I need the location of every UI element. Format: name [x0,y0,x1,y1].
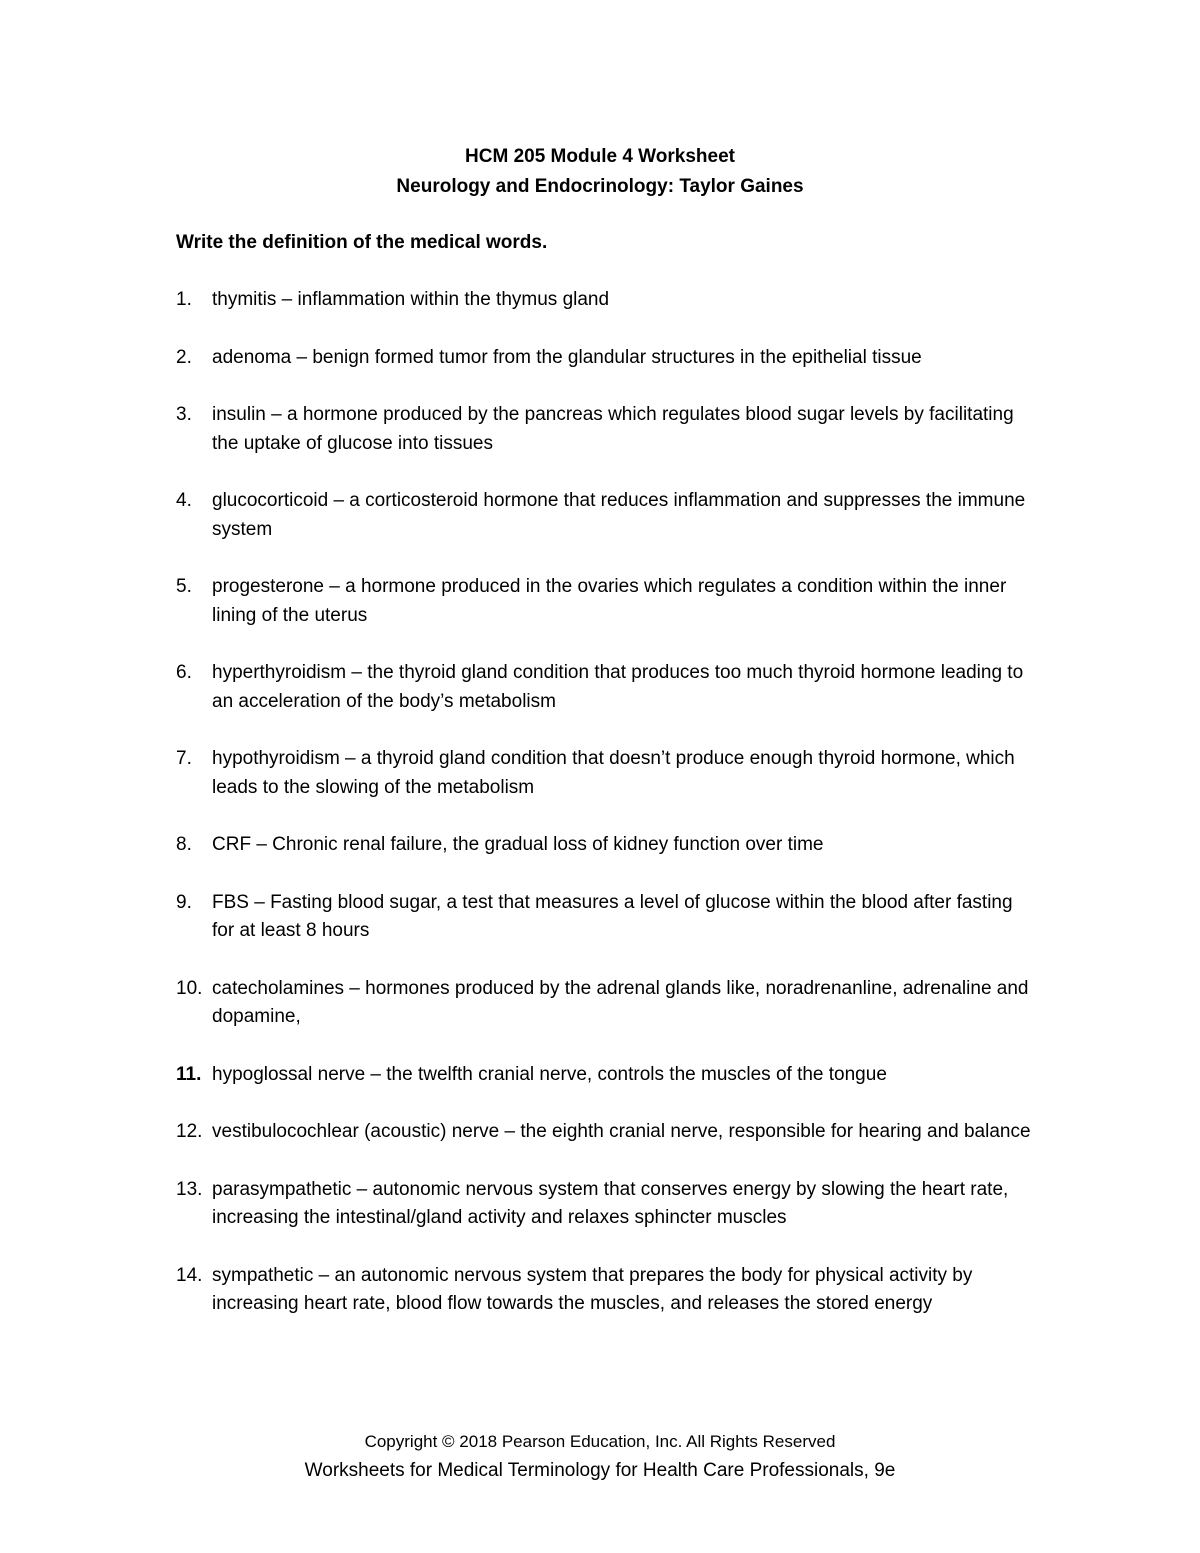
item-text: FBS – Fasting blood sugar, a test that measures a level of glucose within the blood after fasting for at least 8 hours [212,891,1013,941]
item-number: 4. [176,490,192,511]
definitions-list [176,286,1036,1348]
list-item [176,401,1036,458]
item-number: 7. [176,748,192,769]
item-text: vestibulocochlear (acoustic) nerve – the eighth cranial nerve, responsible for hearing and balance [212,1121,1031,1142]
item-number: 11. [176,1063,202,1085]
item-number: 8. [176,834,192,855]
item-number: 5. [176,576,192,597]
list-item [176,1118,1036,1147]
item-number: 10. [176,977,203,999]
item-text: hypothyroidism – a thyroid gland condition that doesn’t produce enough thyroid hormone, which leads to the slowing of the metabolism [212,748,1015,798]
item-text: adenoma – benign formed tumor from the glandular structures in the epithelial tissue [212,346,922,368]
item-number: 1. [176,289,192,310]
list-item [176,487,1036,544]
item-text: hypoglossal nerve – the twelfth cranial nerve, controls the muscles of the tongue [212,1063,887,1085]
item-text: CRF – Chronic renal failure, the gradual loss of kidney function over time [212,834,824,855]
item-number: 14. [176,1264,203,1286]
list-item [176,286,1036,315]
item-number: 9. [176,891,192,913]
item-text: glucocorticoid – a corticosteroid hormone that reduces inflammation and suppresses the immune system [212,490,1026,540]
list-item [176,745,1036,802]
list-item [176,975,1036,1032]
document-header [0,142,1200,202]
copyright-footer: Copyright © 2018 Pearson Education, Inc. All Rights Reserved [364,1432,836,1451]
list-item [176,344,1036,373]
item-text: sympathetic – an autonomic nervous system that prepares the body for physical activity by increasing heart rate, blood flow towards the muscles, and releases the stored energy [212,1264,973,1314]
item-number: 2. [176,346,192,368]
document-title: HCM 205 Module 4 Worksheet [465,146,735,167]
item-text: parasympathetic – autonomic nervous system that conserves energy by slowing the heart rate, increasing the intestinal/gland activity and relaxes sphincter muscles [212,1178,1009,1228]
list-item [176,1262,1036,1319]
list-item [176,889,1036,946]
item-number: 3. [176,404,192,425]
list-item [176,1176,1036,1233]
document-subtitle: Neurology and Endocrinology: Taylor Gaines [396,176,804,197]
item-text: thymitis – inflammation within the thymus gland [212,289,610,310]
list-item [176,659,1036,716]
list-item [176,831,1036,860]
list-item [176,1061,1036,1090]
item-number: 13. [176,1178,203,1200]
item-text: insulin – a hormone produced by the pancreas which regulates blood sugar levels by facilitating the uptake of glucose into tissues [212,404,1014,454]
instruction-text: Write the definition of the medical words. [176,232,548,253]
item-number: 6. [176,662,192,683]
item-text: catecholamines – hormones produced by the adrenal glands like, noradrenanline, adrenaline and dopamine, [212,977,1029,1027]
item-text: progesterone – a hormone produced in the ovaries which regulates a condition within the inner lining of the uterus [212,576,1007,626]
item-text: hyperthyroidism – the thyroid gland condition that produces too much thyroid hormone leading to an acceleration of the body’s metabolism [212,662,1024,712]
book-title-footer: Worksheets for Medical Terminology for Health Care Professionals, 9e [304,1460,896,1481]
item-number: 12. [176,1121,203,1142]
list-item [176,573,1036,630]
